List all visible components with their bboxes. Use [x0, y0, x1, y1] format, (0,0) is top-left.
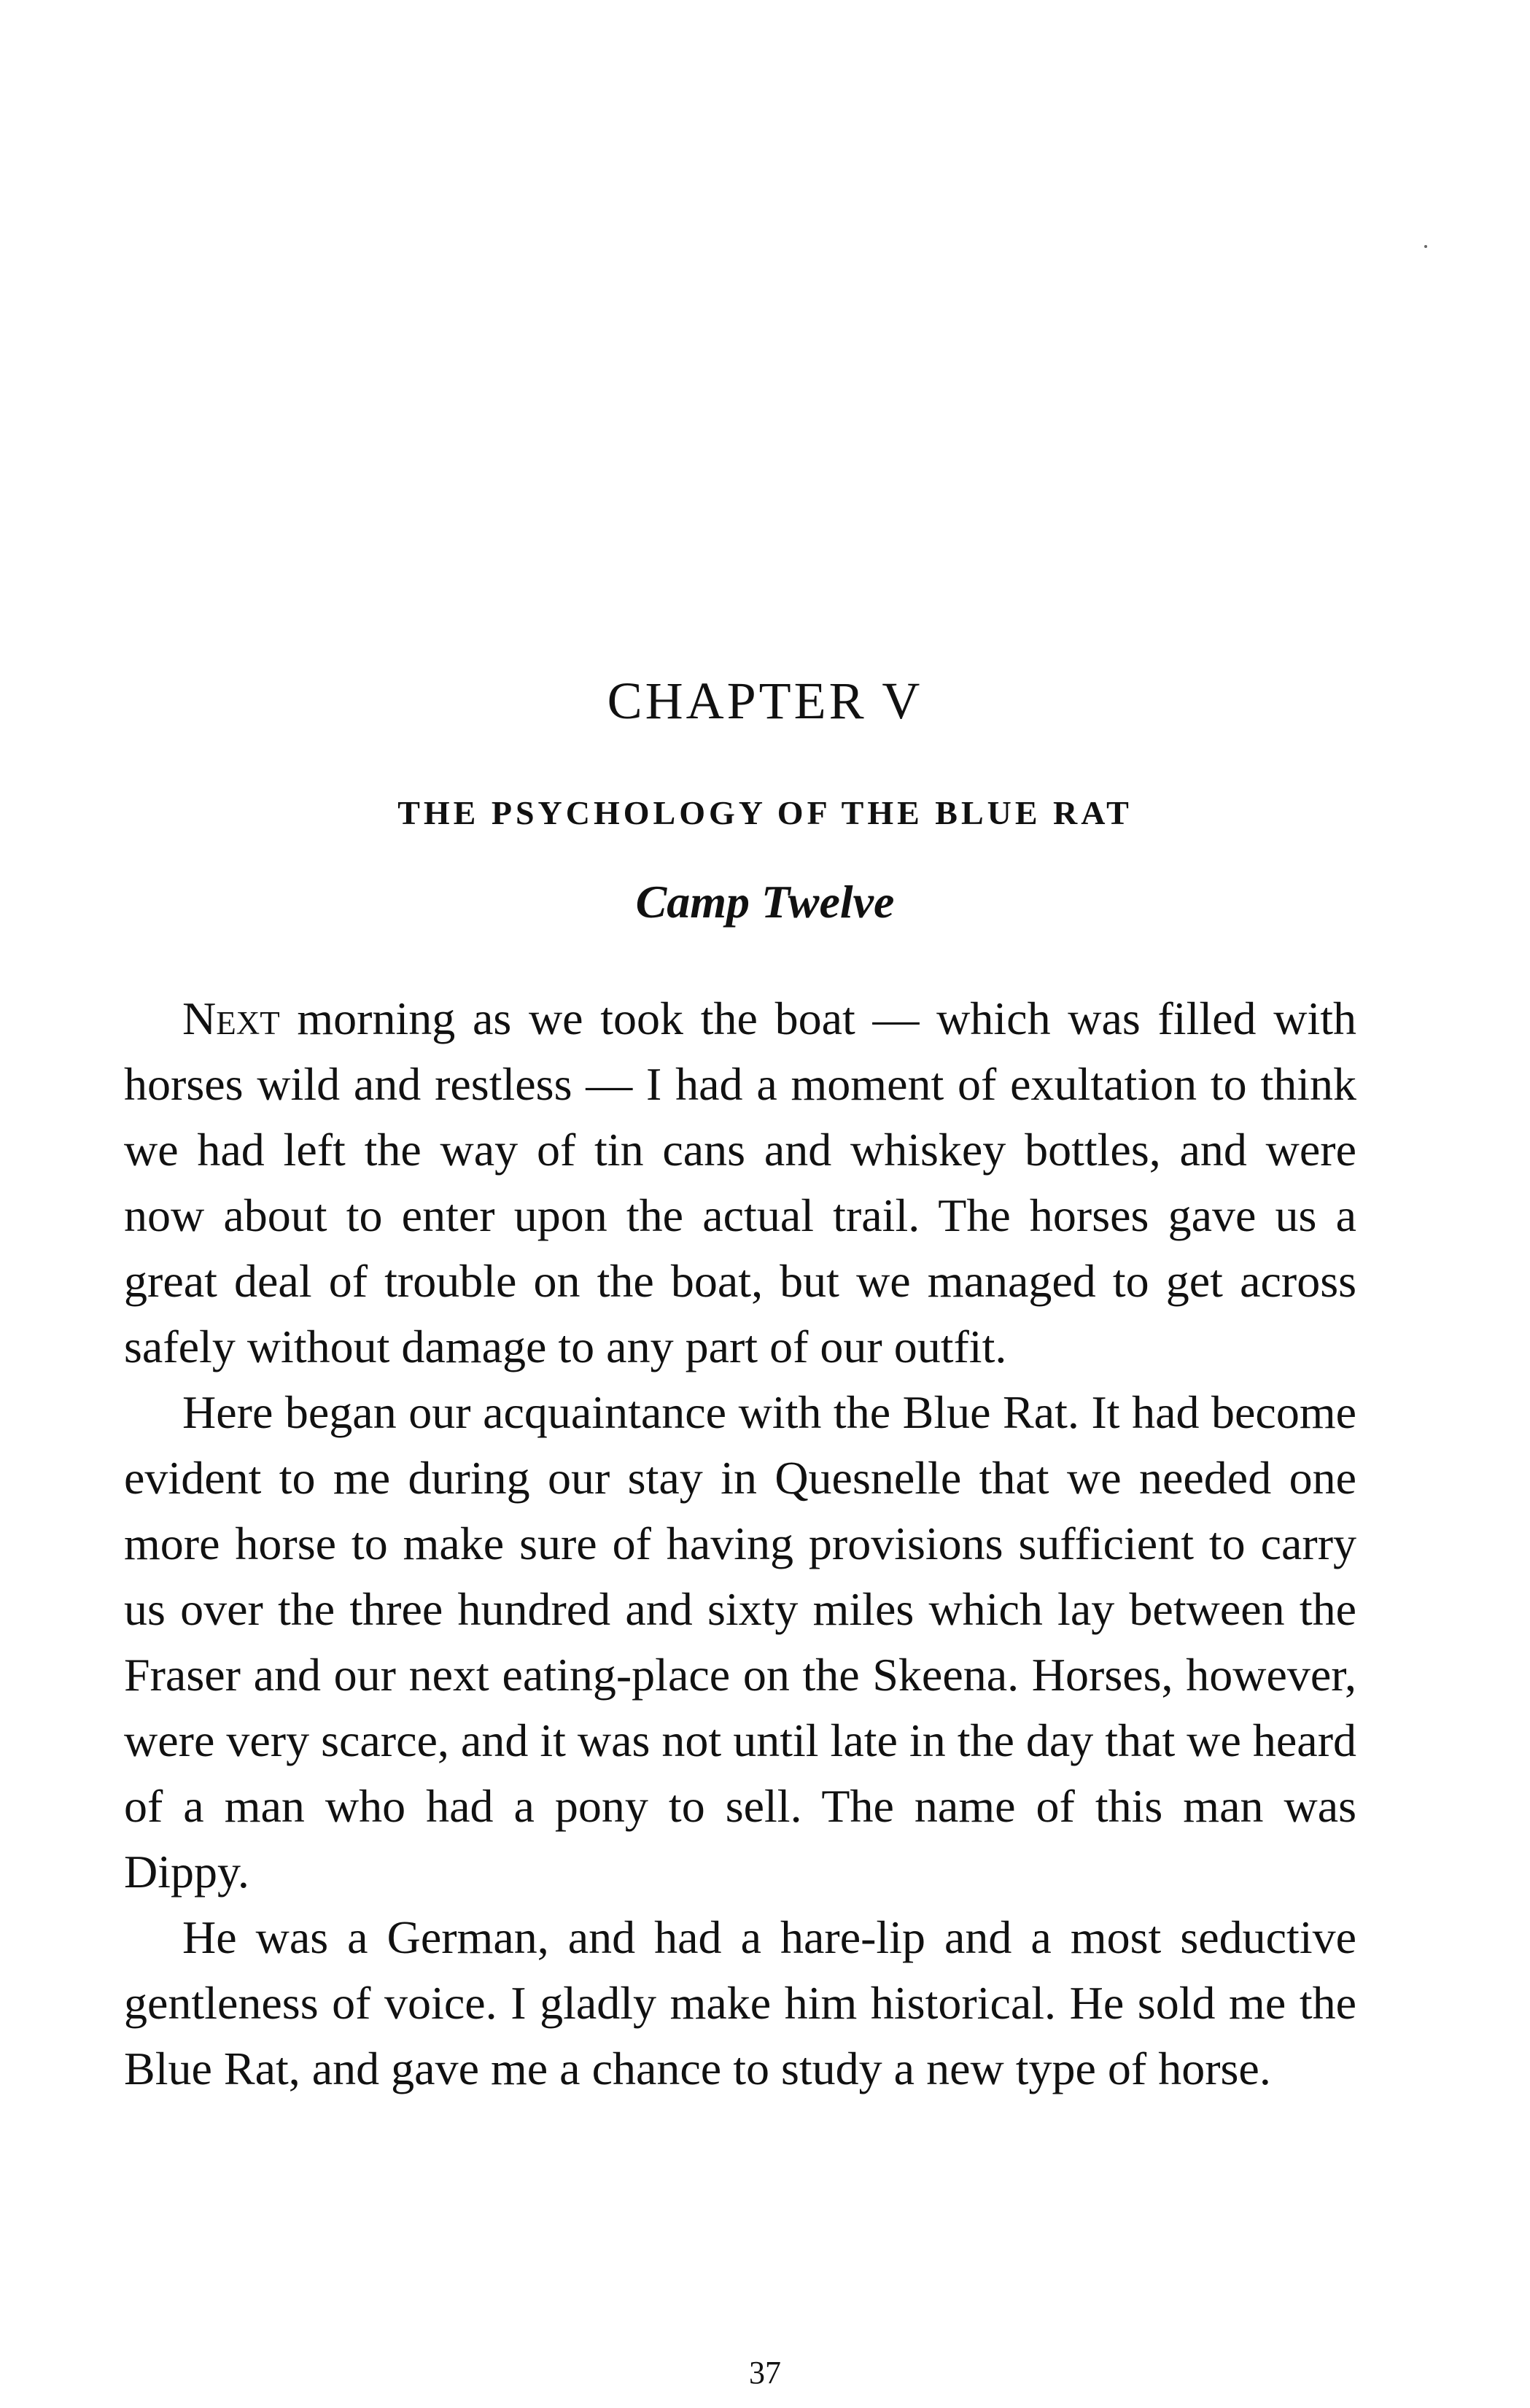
paragraph-1 [124, 986, 1356, 1380]
paragraph-text: morning as we took the boat — which was filled with horses wild and restless — I had a moment of exultation to think we had left the way of tin cans and whiskey bottles, and were now about to enter upon the actual trail. The horses gave us a great deal of trouble on the boat, but we managed to get across safely without damage to any part of our outfit. [124, 993, 1356, 1372]
paragraph-2: Here began our acquaintance with the Blue Rat. It had become evident to me during our stay in Quesnelle that we needed one more horse to make sure of having provisions sufficient to carry us over the three hundred and sixty miles which lay between the Fraser and our next eating-place on the Skeena. Horses, however, were very scarce, and it was not until late in the day that we heard of a man who had a pony to sell. The name of this man was Dippy. [124, 1386, 1356, 1898]
chapter-heading: CHAPTER V [607, 672, 923, 730]
chapter-subtitle: Camp Twelve [635, 876, 895, 928]
chapter-body [124, 986, 1356, 2102]
paragraph-3: He was a German, and had a hare-lip and a most seductive gentleness of voice. I gladly make him historical. He sold me the Blue Rat, and gave me a chance to study a new type of horse. [124, 1911, 1356, 2094]
paragraph-lead-word: Next [182, 993, 280, 1044]
page-speck [1424, 245, 1427, 248]
page-number: 37 [749, 2355, 781, 2390]
chapter-title: THE PSYCHOLOGY OF THE BLUE RAT [397, 794, 1133, 831]
